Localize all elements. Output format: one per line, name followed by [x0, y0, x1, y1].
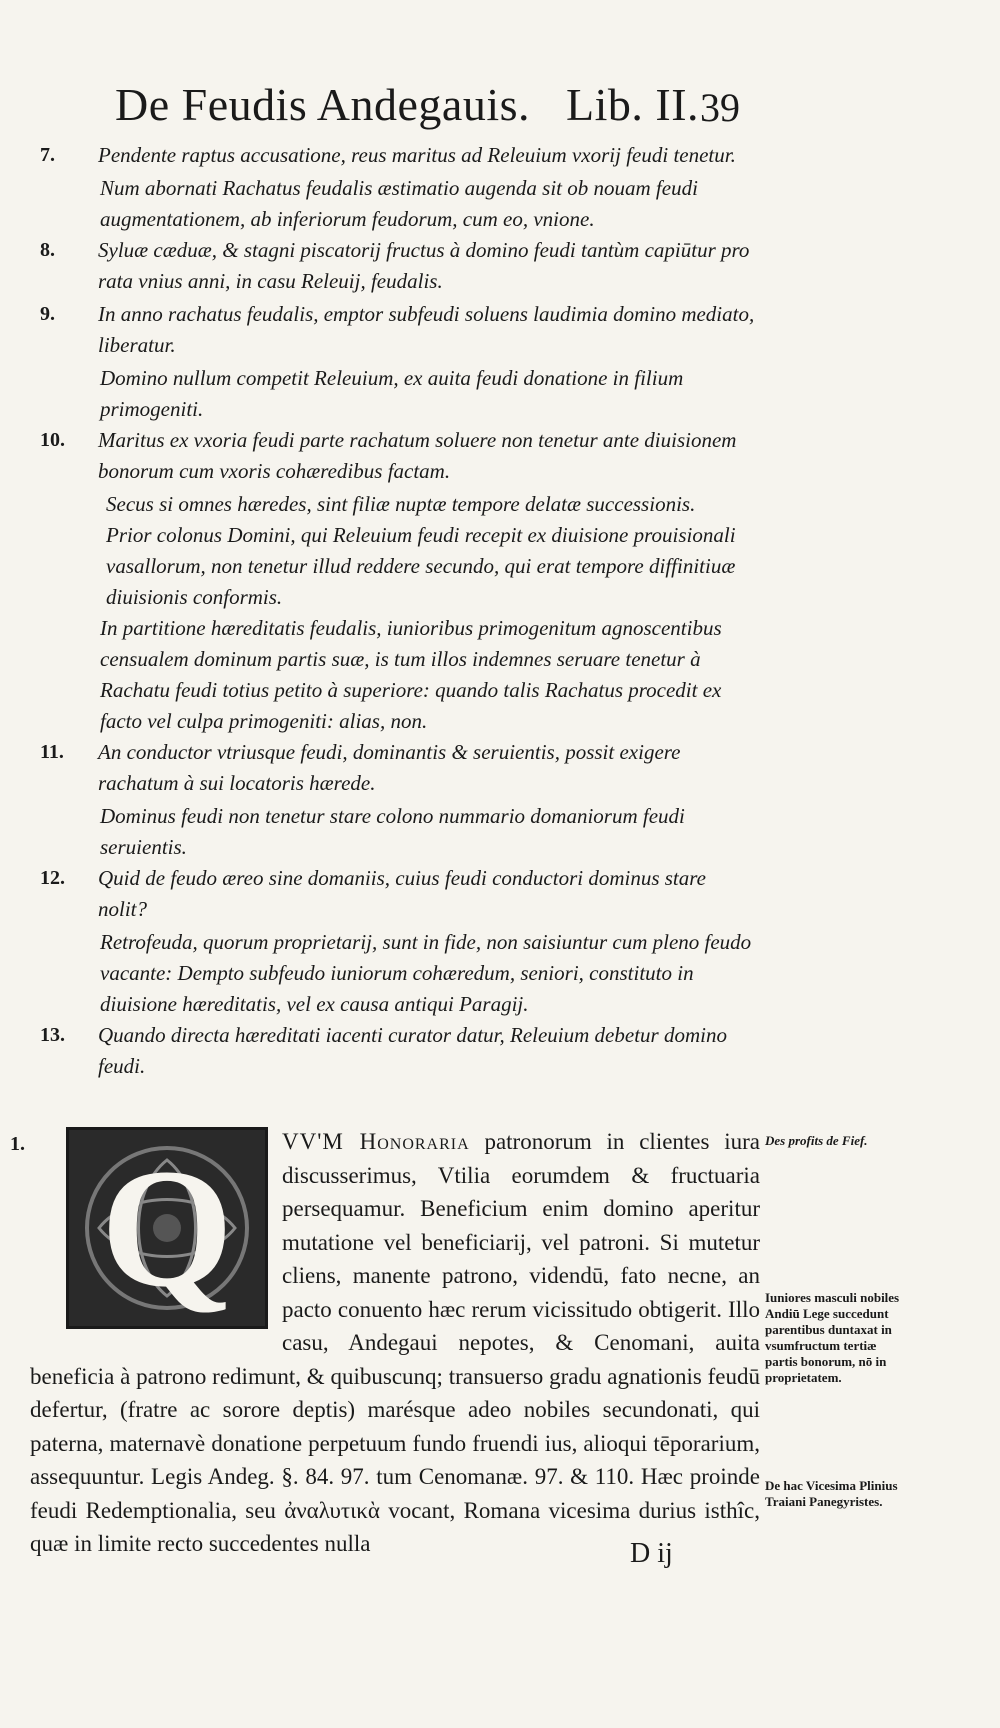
entry-number: 7.	[40, 144, 55, 166]
running-head-book: Lib. II.	[566, 79, 700, 130]
entry-text: Quando directa hæreditati iacenti curator datur, Releuium debetur domino feudi.	[98, 1023, 727, 1078]
entry-text: Quid de feudo æreo sine domaniis, cuius feudi conductori dominus stare nolit?	[98, 866, 706, 921]
main-text	[30, 1125, 760, 1561]
body-text: patronorum in clientes iura discusserimus, Vtilia eorumdem & fructuaria persequamur. Beneficium enim domino aperitur mutatione vel beneficiarij, vel patroni. Si mutetur cliens, manente patrono, videndū, fato necne, an pacto conuento hæc rerum vicissitudo obtigerit. Illo casu, Andegaui nepotes, & Cenomani, auita beneficia à patrono redimunt, & quibuscunq; transuerso gradu agnationis feudū defertur, (fratre ac sorore deptis) marésque adeo nobiles secundonati, qui paterna, maternavè donatione perpetuum fundo fruendi ius, alioqui tēporarium, assequuntur. Legis Andeg. §. 84. 97. tum Cenomanæ. 97. & 110. Hæc proinde feudi Redemptionalia, seu ἀναλυτικὰ vocant, Romana vicesima durius isthîc, quæ in limite recto succedentes nulla	[30, 1129, 761, 1556]
margin-note-iuniores: Iuniores masculi nobiles Andiū Lege succedunt parentibus duntaxat in vsumfructum tertiæ partis bonorum, nō in proprietatem.	[765, 1290, 900, 1385]
summary-entry	[30, 173, 760, 235]
summary-entry	[30, 863, 760, 925]
summary-entry	[30, 801, 760, 863]
signature-mark: D ij	[630, 1538, 673, 1569]
summary-entry	[30, 299, 760, 361]
entry-number: 10.	[40, 429, 65, 451]
summary-entry	[30, 737, 760, 799]
entry-text: Dominus feudi non tenetur stare colono nummario domaniorum feudi seruientis.	[100, 804, 685, 859]
summary-entry	[30, 613, 760, 737]
page-number: 39	[700, 85, 740, 130]
summary-list	[30, 140, 760, 1084]
entry-number: 13.	[40, 1024, 65, 1046]
paragraph-marker: 1.	[10, 1133, 25, 1155]
entry-number: 12.	[40, 867, 65, 889]
entry-text: Prior colonus Domini, qui Releuium feudi recepit ex diuisione prouisionali vasallorum, non tenetur illud reddere secundo, qui erat tempore diffinitiuæ diuisionis conformis.	[106, 523, 736, 609]
margin-note-vicesima: De hac Vicesima Plinius Traiani Panegyristes.	[765, 1478, 898, 1509]
summary-entry	[30, 1020, 760, 1082]
decorated-initial	[66, 1127, 268, 1329]
entry-number: 11.	[40, 741, 64, 763]
summary-entry	[30, 489, 760, 520]
summary-entry	[30, 140, 760, 171]
summary-entry	[30, 927, 760, 1020]
entry-text: Secus si omnes hæredes, sint filiæ nuptæ tempore delatæ successionis.	[106, 492, 696, 516]
entry-text: An conductor vtriusque feudi, dominantis & seruientis, possit exigere rachatum à sui locatoris hærede.	[98, 740, 681, 795]
running-head-title: De Feudis Andegauis.	[115, 79, 531, 130]
entry-text: Pendente raptus accusatione, reus maritus ad Releuium vxorij feudi tenetur.	[98, 143, 736, 167]
entry-number: 9.	[40, 303, 55, 325]
entry-text: Maritus ex vxoria feudi parte rachatum soluere non tenetur ante diuisionem bonorum cum vxoris cohæredibus factam.	[98, 428, 737, 483]
entry-text: Domino nullum competit Releuium, ex auita feudi donatione in filium primogeniti.	[100, 366, 684, 421]
entry-text: In partitione hæreditatis feudalis, iunioribus primogenitum agnoscentibus censualem dominum partis suæ, is tum illos indemnes seruare tenetur à Rachatu feudi totius petito à superiore: quando talis Rachatus procedit ex facto vel culpa primogeniti: alias, non.	[100, 616, 722, 733]
running-head	[115, 78, 755, 131]
summary-entry	[30, 425, 760, 487]
margin-note-profits: Des profits de Fief.	[765, 1133, 868, 1148]
entry-text: In anno rachatus feudalis, emptor subfeudi soluens laudimia domino mediato, liberatur.	[98, 302, 755, 357]
summary-entry	[30, 235, 760, 297]
entry-text: Num abornati Rachatus feudalis æstimatio augenda sit ob nouam feudi augmentationem, ab inferiorum feudorum, cum eo, vnione.	[100, 176, 698, 231]
summary-entry	[30, 363, 760, 425]
entry-number: 8.	[40, 239, 55, 261]
body-lead: VV'M Honoraria	[282, 1129, 470, 1154]
entry-text: Retrofeuda, quorum proprietarij, sunt in fide, non saisiuntur cum pleno feudo vacante: Dempto subfeudo iuniorum cohæredum, seniori, constituto in diuisione hæreditatis, vel ex causa antiqui Paragij.	[100, 930, 752, 1016]
summary-entry	[30, 520, 760, 613]
entry-text: Syluæ cæduæ, & stagni piscatorij fructus à domino feudi tantùm capiūtur pro rata vnius anni, in casu Releuij, feudalis.	[98, 238, 750, 293]
initial-letter: Q	[100, 1134, 234, 1322]
